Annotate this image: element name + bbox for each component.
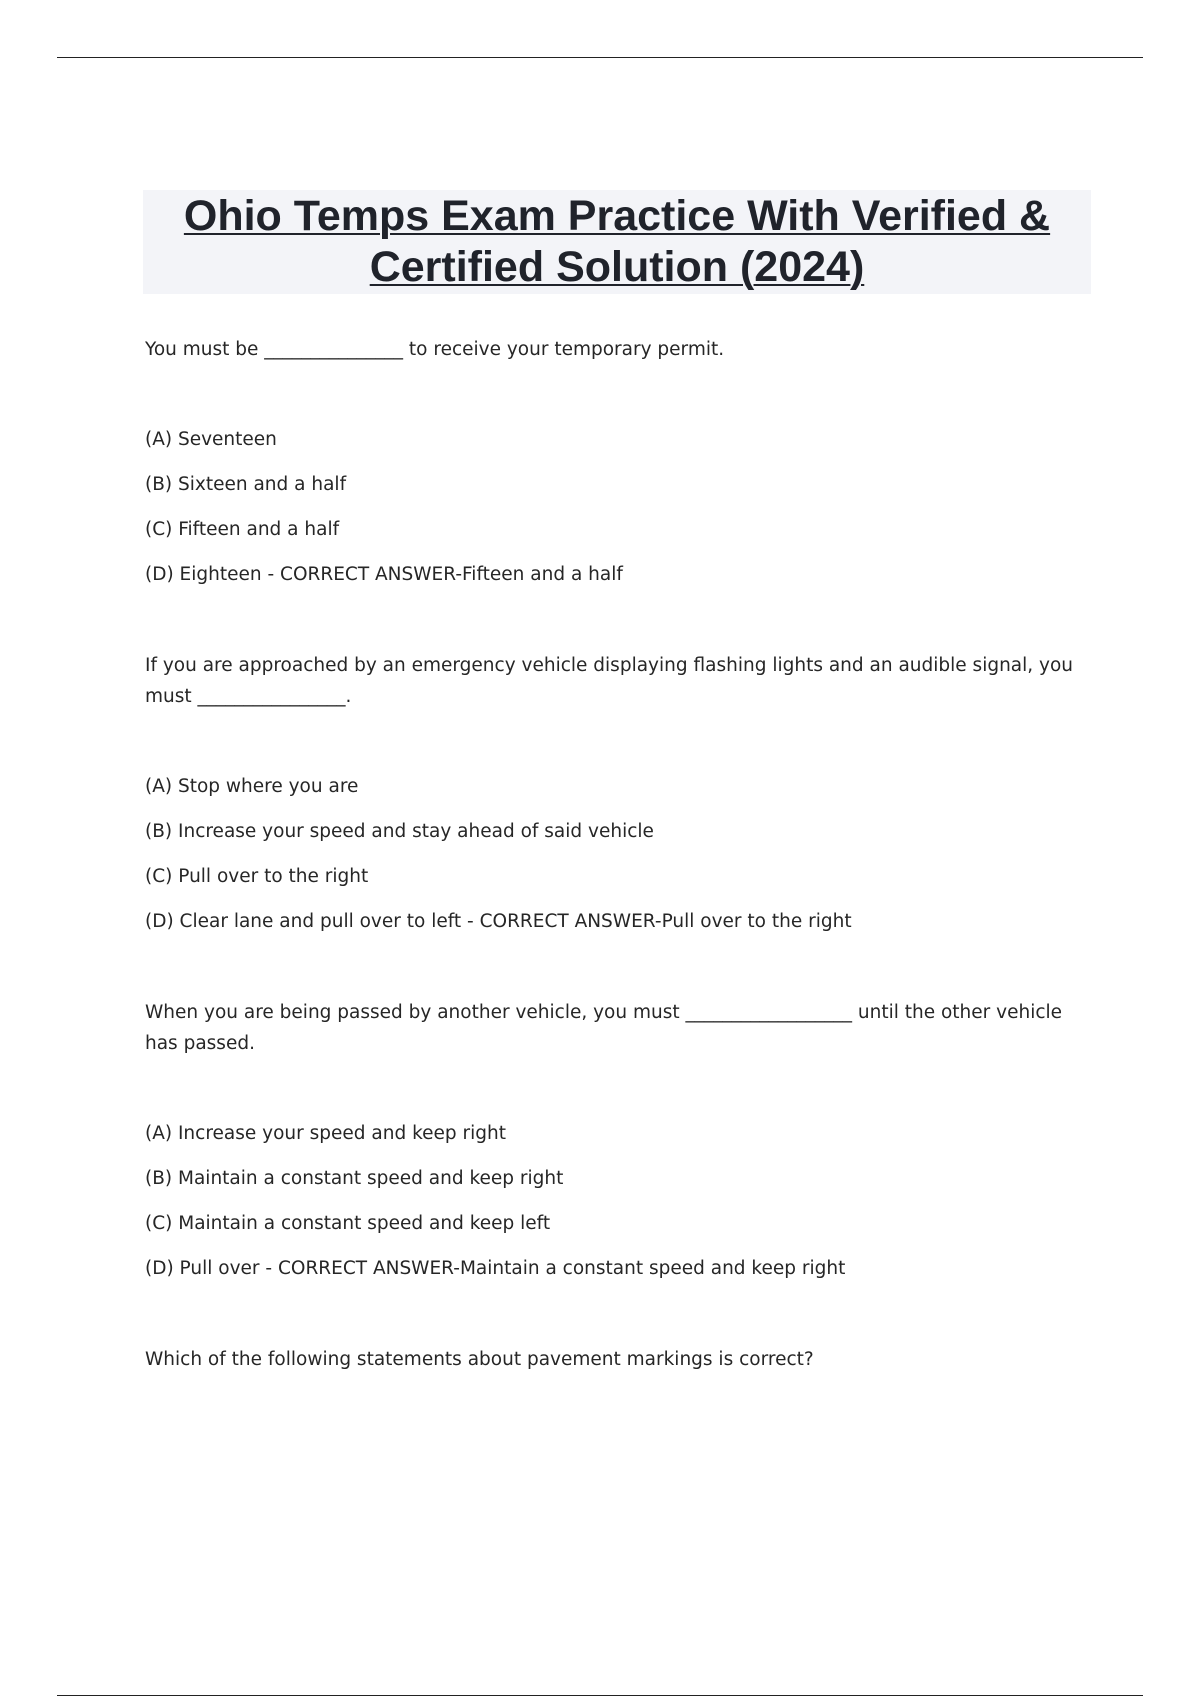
question-2-option-a: (A) Stop where you are bbox=[145, 776, 359, 797]
header-rule bbox=[57, 57, 1143, 58]
question-3-option-a: (A) Increase your speed and keep right bbox=[145, 1123, 506, 1144]
question-2-option-c: (C) Pull over to the right bbox=[145, 866, 369, 887]
question-1-option-b: (B) Sixteen and a half bbox=[145, 474, 347, 495]
question-1-prompt: You must be _______________ to receive your temporary permit. bbox=[145, 339, 725, 360]
question-2-option-d-answer: (D) Clear lane and pull over to left - CORRECT ANSWER-Pull over to the right bbox=[145, 911, 852, 932]
question-3-prompt: When you are being passed by another vehicle, you must __________________ until the other vehicle has passed. bbox=[145, 1002, 1068, 1054]
question-2-option-b: (B) Increase your speed and stay ahead of said vehicle bbox=[145, 821, 654, 842]
question-3-option-d-answer: (D) Pull over - CORRECT ANSWER-Maintain a constant speed and keep right bbox=[145, 1258, 846, 1279]
question-2-prompt: If you are approached by an emergency vehicle displaying flashing lights and an audible signal, you must ________________. bbox=[145, 655, 1079, 707]
document-title: Ohio Temps Exam Practice With Verified & Certified Solution (2024) bbox=[183, 192, 1051, 291]
question-3-option-b: (B) Maintain a constant speed and keep right bbox=[145, 1168, 564, 1189]
footer-rule bbox=[57, 1695, 1143, 1696]
question-1-option-a: (A) Seventeen bbox=[145, 429, 277, 450]
question-4-prompt: Which of the following statements about pavement markings is correct? bbox=[145, 1349, 814, 1370]
question-1-option-d-answer: (D) Eighteen - CORRECT ANSWER-Fifteen and a half bbox=[145, 564, 623, 585]
question-1-option-c: (C) Fifteen and a half bbox=[145, 519, 340, 540]
question-3-option-c: (C) Maintain a constant speed and keep left bbox=[145, 1213, 551, 1234]
